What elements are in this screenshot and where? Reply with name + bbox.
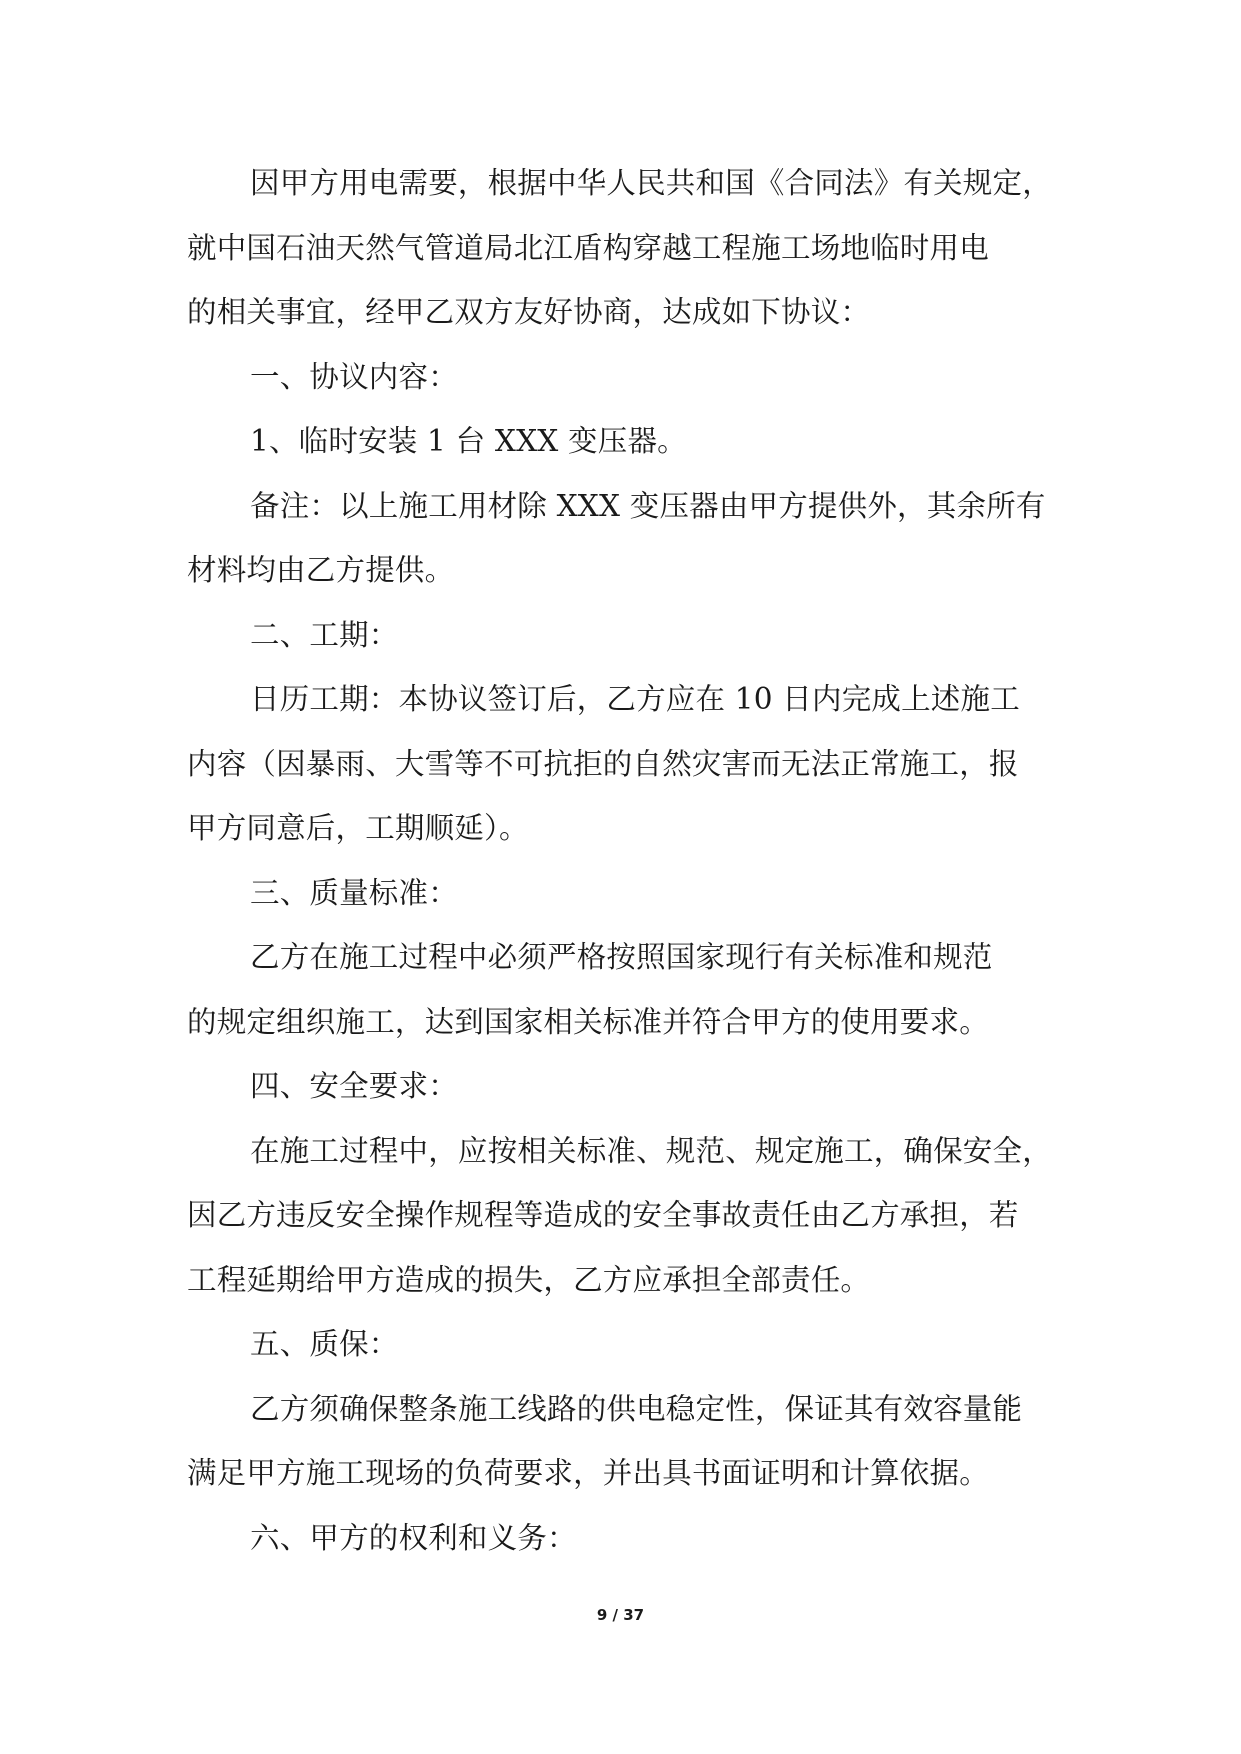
section-heading: 二、工期： <box>250 617 399 652</box>
section-heading: 五、质保： <box>250 1327 399 1361</box>
page-number: 9 / 37 <box>596 1606 645 1624</box>
paragraph-line: 日历工期：本协议签订后，乙方应在 10 日内完成上述施工 <box>250 682 1020 716</box>
section-heading: 一、协议内容： <box>250 359 458 394</box>
paragraph-line: 1、临时安装 1 台 XXX 变压器。 <box>250 424 687 458</box>
paragraph-line: 内容（因暴雨、大雪等不可抗拒的自然灾害而无法正常施工，报 <box>187 746 1019 781</box>
section-heading: 三、质量标准： <box>250 875 458 910</box>
paragraph-line: 满足甲方施工现场的负荷要求，并出具书面证明和计算依据。 <box>187 1456 989 1490</box>
paragraph-line: 甲方同意后，工期顺延）。 <box>187 811 529 845</box>
paragraph-line: 因甲方用电需要，根据中华人民共和国《合同法》有关规定， <box>250 166 1052 200</box>
paragraph-line: 材料均由乙方提供。 <box>187 553 455 587</box>
paragraph-line: 的相关事宜，经甲乙双方友好协商，达成如下协议： <box>187 295 871 329</box>
paragraph-line: 在施工过程中，应按相关标准、规范、规定施工，确保安全， <box>250 1133 1052 1168</box>
section-heading: 四、安全要求： <box>250 1069 458 1103</box>
paragraph-line: 乙方须确保整条施工线路的供电稳定性，保证其有效容量能 <box>250 1391 1023 1426</box>
paragraph-line: 备注：以上施工用材除 XXX 变压器由甲方提供外，其余所有 <box>250 488 1046 523</box>
paragraph-line: 的规定组织施工，达到国家相关标准并符合甲方的使用要求。 <box>187 1004 989 1039</box>
paragraph-line: 就中国石油天然气管道局北江盾构穿越工程施工场地临时用电 <box>187 230 989 265</box>
contract-body <box>187 151 1067 1570</box>
paragraph-line: 因乙方违反安全操作规程等造成的安全事故责任由乙方承担，若 <box>187 1198 1019 1232</box>
paragraph-line: 工程延期给甲方造成的损失，乙方应承担全部责任。 <box>187 1262 871 1297</box>
paragraph-line: 乙方在施工过程中必须严格按照国家现行有关标准和规范 <box>250 940 993 974</box>
section-heading: 六、甲方的权利和义务： <box>250 1520 577 1555</box>
